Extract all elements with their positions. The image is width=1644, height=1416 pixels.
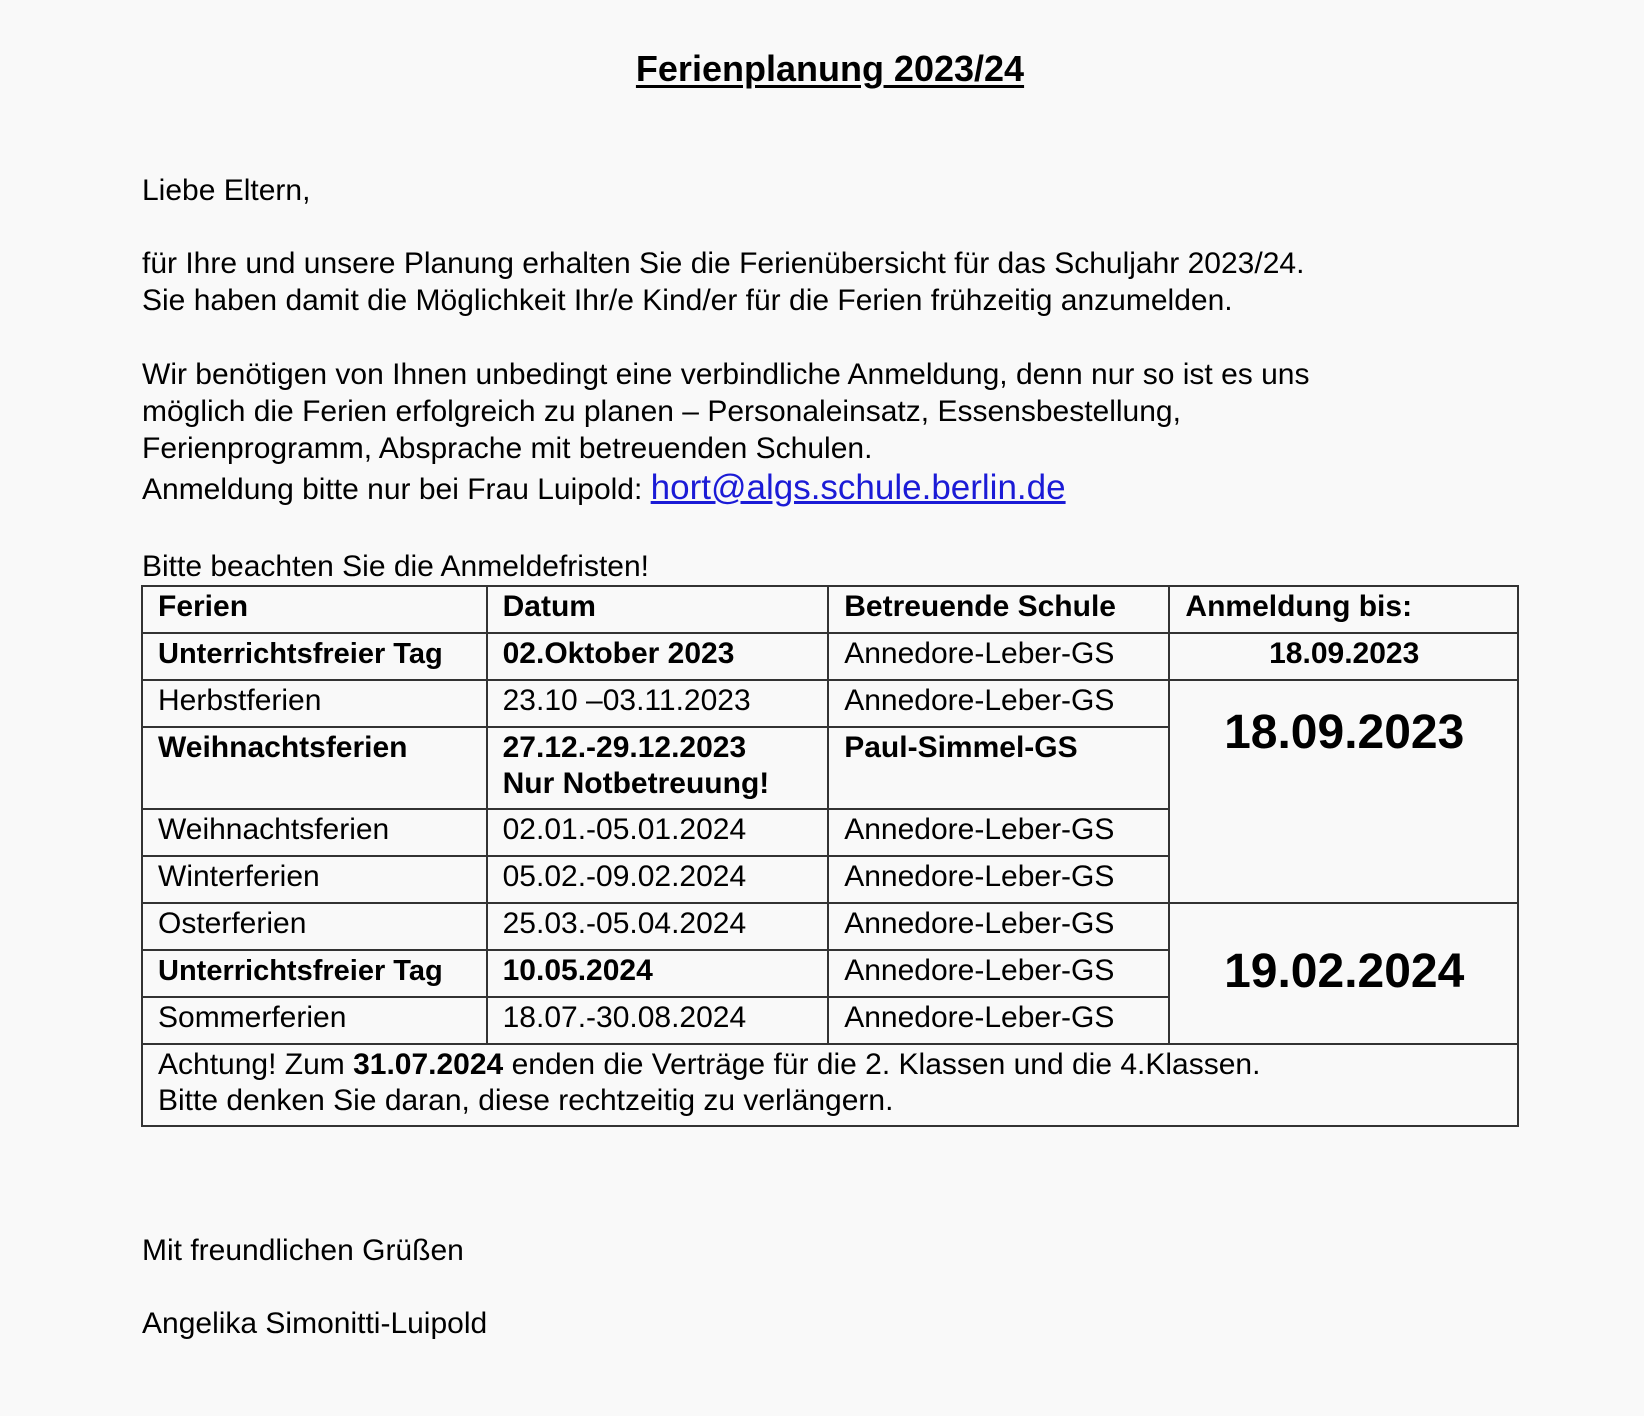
intro-line-2: Sie haben damit die Möglichkeit Ihr/e Kind/er für die Ferien frühzeitig anzumelden. (142, 284, 1233, 317)
cell-datum: 25.03.-05.04.2024 (487, 903, 829, 950)
request-line-2: möglich die Ferien erfolgreich zu planen – Personaleinsatz, Essensbestellung, (142, 395, 1181, 428)
signature: Angelika Simonitti-Luipold (142, 1307, 488, 1340)
closing: Mit freundlichen Grüßen (142, 1234, 464, 1267)
contact-label: Anmeldung bitte nur bei Frau Luipold: (142, 473, 651, 506)
contract-note (142, 1044, 1518, 1126)
contract-note-line-1 (158, 1047, 1503, 1083)
cell-datum (487, 727, 829, 809)
cell-datum: 02.Oktober 2023 (487, 633, 829, 680)
cell-ferien: Sommerferien (142, 997, 487, 1044)
cell-anmeldung: 18.09.2023 (1169, 633, 1518, 680)
cell-ferien: Winterferien (142, 856, 487, 903)
cell-datum: 02.01.-05.01.2024 (487, 809, 829, 856)
cell-schule: Annedore-Leber-GS (828, 809, 1169, 856)
cell-ferien: Weihnachtsferien (142, 727, 487, 809)
cell-schule: Paul-Simmel-GS (828, 727, 1169, 809)
cell-ferien: Unterrichtsfreier Tag (142, 633, 487, 680)
table-row (142, 633, 1518, 680)
header-anmeldung: Anmeldung bis: (1169, 586, 1518, 633)
header-schule: Betreuende Schule (828, 586, 1169, 633)
contract-note-line-2: Bitte denken Sie daran, diese rechtzeitig zu verlängern. (158, 1084, 894, 1117)
cell-schule: Annedore-Leber-GS (828, 680, 1169, 727)
group-deadline-1: 18.09.2023 (1169, 680, 1518, 903)
cell-datum: 10.05.2024 (487, 950, 829, 997)
note-prefix: Achtung! Zum (158, 1048, 354, 1081)
cell-schule: Annedore-Leber-GS (828, 633, 1169, 680)
cell-schule: Annedore-Leber-GS (828, 950, 1169, 997)
note-date: 31.07.2024 (353, 1048, 504, 1081)
holiday-table (141, 585, 1519, 1127)
cell-datum: 18.07.-30.08.2024 (487, 997, 829, 1044)
table-row (142, 680, 1518, 727)
cell-ferien: Herbstferien (142, 680, 487, 727)
contact-line (142, 469, 1309, 508)
cell-datum-range: 27.12.-29.12.2023 (502, 731, 747, 764)
header-ferien: Ferien (142, 586, 487, 633)
cell-ferien: Weihnachtsferien (142, 809, 487, 856)
cell-datum-note: Nur Notbetreuung! (502, 767, 770, 800)
greeting: Liebe Eltern, (142, 174, 311, 207)
deadline-notice: Bitte beachten Sie die Anmeldefristen! (142, 550, 649, 583)
cell-ferien: Unterrichtsfreier Tag (142, 950, 487, 997)
request-paragraph (142, 356, 1309, 508)
intro-paragraph (142, 245, 1304, 319)
table-row (142, 903, 1518, 950)
cell-datum: 05.02.-09.02.2024 (487, 856, 829, 903)
request-line-1: Wir benötigen von Ihnen unbedingt eine verbindliche Anmeldung, denn nur so ist es uns (142, 358, 1310, 391)
table-note-row (142, 1044, 1518, 1126)
table-header-row (142, 586, 1518, 633)
intro-line-1: für Ihre und unsere Planung erhalten Sie die Ferienübersicht für das Schuljahr 2023/24. (142, 247, 1305, 280)
document-title: Ferienplanung 2023/24 (635, 48, 1025, 89)
cell-datum: 23.10 –03.11.2023 (487, 680, 829, 727)
group-deadline-2: 19.02.2024 (1169, 903, 1518, 1044)
header-datum: Datum (487, 586, 829, 633)
request-line-3: Ferienprogramm, Absprache mit betreuenden Schulen. (142, 432, 873, 465)
cell-schule: Annedore-Leber-GS (828, 856, 1169, 903)
cell-ferien: Osterferien (142, 903, 487, 950)
cell-schule: Annedore-Leber-GS (828, 997, 1169, 1044)
note-suffix: enden die Verträge für die 2. Klassen und die 4.Klassen. (503, 1048, 1261, 1081)
cell-schule: Annedore-Leber-GS (828, 903, 1169, 950)
contact-email-link[interactable]: hort@algs.schule.berlin.de (650, 468, 1066, 507)
